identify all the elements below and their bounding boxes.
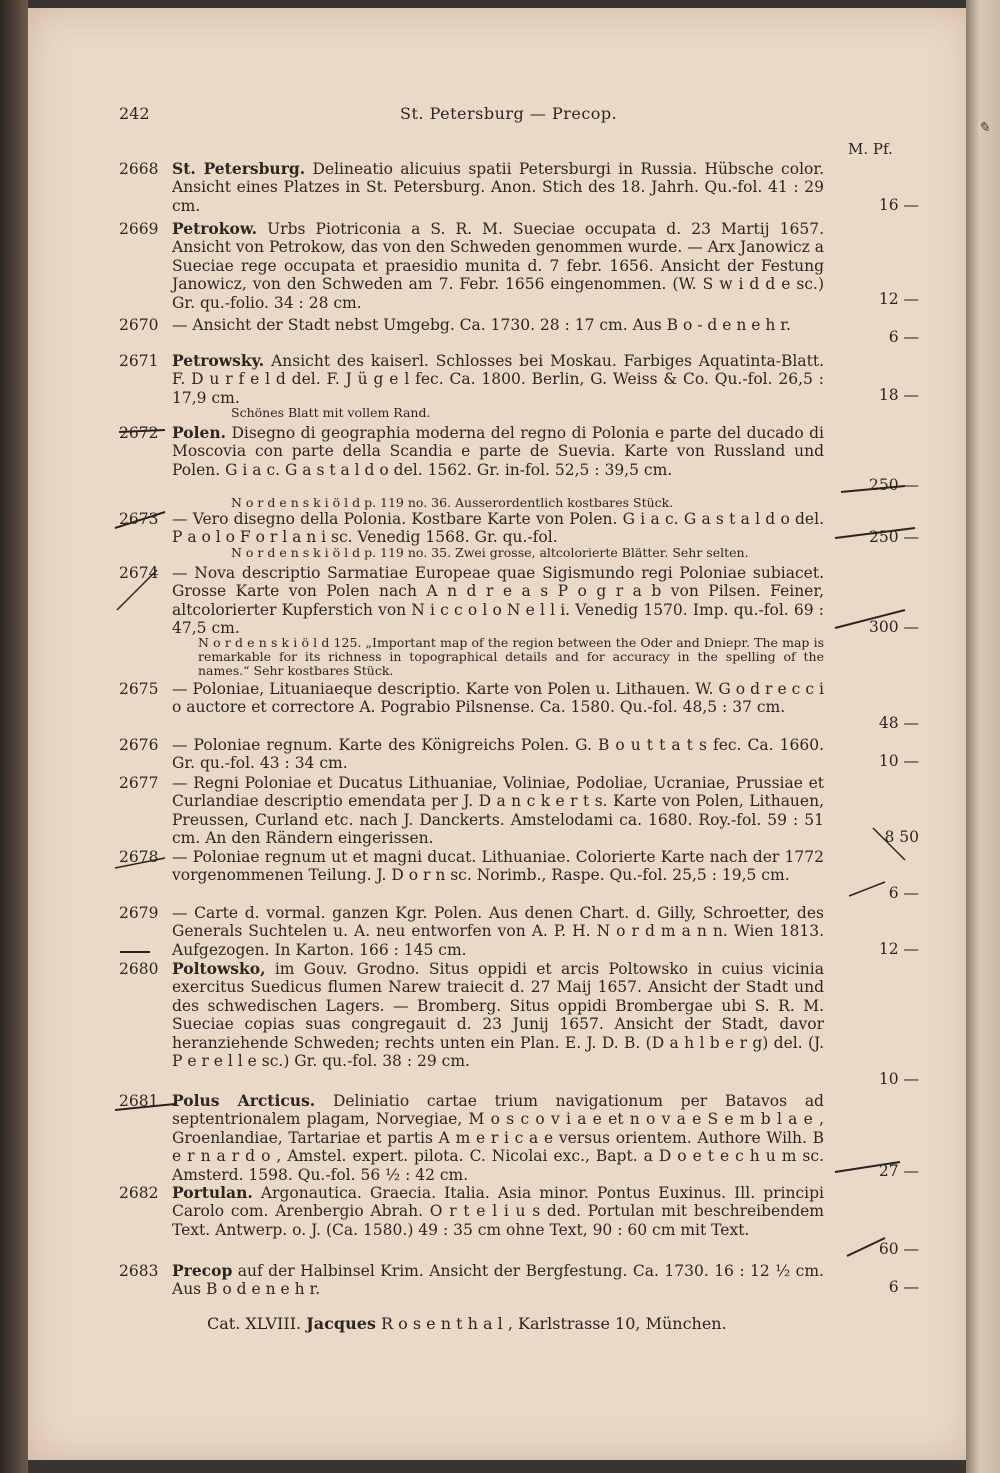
lot-number: 2672 (119, 424, 159, 442)
lot-title: Polen. (172, 423, 226, 442)
lot-number: 2673 (119, 510, 159, 528)
lot-description (172, 316, 824, 334)
page-footer (207, 1314, 727, 1333)
strike-mark (847, 1238, 885, 1256)
strike-mark (115, 858, 165, 868)
lot-price: 10 — (878, 752, 919, 770)
strike-mark (835, 1162, 900, 1172)
pencil-annotations (105, 420, 965, 1280)
lot-title: Polus Arcticus. (172, 1091, 316, 1110)
lot-title: Petrowsky. (172, 351, 265, 370)
publisher-first-name: Jacques (306, 1314, 376, 1333)
lot-price: 48 — (878, 714, 919, 732)
lot-price: 300 — (868, 618, 919, 636)
strike-mark (873, 828, 905, 860)
lot-text: — Nova descriptio Sarmatiae Europeae quae Sigismundo regi Poloniae subiacet. Grosse Karte von Polen nach A n d r e a s P o g r a b von Pilsen. Feiner, altcolorierter Kupferstich von N i c c o l o N e l l i. Venedig 1570. Imp. qu.-fol. 69 : 47,5 cm. (172, 564, 824, 638)
lot-description (172, 352, 824, 407)
lot-number: 2683 (119, 1262, 159, 1280)
lot-number: 2669 (119, 220, 159, 238)
lot-title: Poltowsko, (172, 959, 266, 978)
lot-number: 2671 (119, 352, 159, 370)
lot-text: Argonautica. Graecia. Italia. Asia minor. Pontus Euxinus. Ill. principi Carolo com. Arenbergio Abrah. O r t e l i u s ded. Portulan mit beschreibendem Text. Antwerp. o. J. (Ca. 1580.) 49 : 35 cm ohne Text, 90 : 60 cm mit Text. (172, 1184, 824, 1239)
list-item (119, 316, 919, 354)
lot-note: N o r d e n s k i ö l d p. 119 no. 36. Ausserordentlich kostbares Stück. (231, 495, 674, 510)
strike-mark (115, 512, 165, 528)
lot-text: im Gouv. Grodno. Situs oppidi et arcis Poltowsko in cuius vicinia exercitus Suedicus flumen Narew traiecit d. 27 Maij 1657. Ansicht der Stadt und des schwedischen Lagers. — Bromberg. Situs oppidi Brombergae ubi S. R. M. Sueciae copias suas congregauit d. 23 Junij 1657. Ansicht der Stadt, davor heranziehende Schweden; rechts unten ein Plan. E. J. D. B. (D a h l b e r g) del. (J. P e r e l l e sc.) Gr. qu.-fol. 38 : 29 cm. (172, 960, 824, 1071)
lot-price: 6 — (888, 328, 919, 346)
lot-note: Schönes Blatt mit vollem Rand. (231, 405, 431, 420)
lot-price: 8 50 (884, 828, 919, 846)
strike-mark (119, 430, 165, 432)
lot-title: Precop (172, 1261, 233, 1280)
lot-number: 2668 (119, 160, 159, 178)
page-header (0, 104, 1000, 126)
page-number: 242 (119, 104, 150, 123)
margin-scribble-icon: ✎ (978, 120, 990, 136)
lot-text: — Regni Poloniae et Ducatus Lithuaniae, Voliniae, Podoliae, Ucraniae, Prussiae et Curlandiae descriptio emendata per J. D a n c k e r t s. Karte von Polen, Lithauen, Preussen, Curland etc. nach J. Danckerts. Amstelodami ca. 1680. Roy.-fol. 59 : 51 cm. An den Rändern eingerissen. (172, 774, 824, 848)
lot-number: 2678 (119, 848, 159, 866)
lot-number: 2675 (119, 680, 159, 698)
lot-text: Disegno di geographia moderna del regno di Polonia e parte del ducado di Moscovia con parte della Scandia e parte de Suevia. Karte von Russland und Polen. G i a c. G a s t a l d o del. 1562. Gr. in-fol. 52,5 : 39,5 cm. (172, 424, 824, 479)
lot-number: 2674 (119, 564, 159, 582)
lot-price: 6 — (888, 1278, 919, 1296)
lot-price: 16 — (878, 196, 919, 214)
lot-number: 2679 (119, 904, 159, 922)
list-item (119, 352, 919, 422)
lot-price: 6 — (888, 884, 919, 902)
lot-note: N o r d e n s k i ö l d p. 119 no. 35. Zwei grosse, altcolorierte Blätter. Sehr selten. (231, 545, 749, 560)
lot-text: Delineatio alicuius spatii Petersburgi in Russia. Hübsche color. Ansicht eines Platzes in St. Petersburg. Anon. Stich des 18. Jahrh. Qu.-fol. 41 : 29 cm. (172, 160, 824, 215)
strike-mark (841, 486, 905, 492)
list-item (119, 220, 919, 316)
lot-price: 250 — (868, 528, 919, 546)
lot-text: Ansicht des kaiserl. Schlosses bei Moskau. Farbiges Aquatinta-Blatt. F. D u r f e l d del. F. J ü g e l fec. Ca. 1800. Berlin, G. Weiss & Co. Qu.-fol. 26,5 : 17,9 cm. (172, 352, 824, 407)
lot-title: St. Petersburg. (172, 159, 306, 178)
lot-text: — Carte d. vormal. ganzen Kgr. Polen. Aus denen Chart. d. Gilly, Schroetter, des Generals Suchtelen u. A. neu entworfen von A. P. H. N o r d m a n n. Wien 1813. Aufgezogen. In Karton. 166 : 145 cm. (172, 904, 824, 959)
lot-number: 2681 (119, 1092, 159, 1110)
lot-price: 250 — (868, 476, 919, 494)
lot-description (172, 220, 824, 312)
strike-mark (849, 882, 885, 896)
lot-price: 18 — (878, 386, 919, 404)
lot-text: Urbs Piotriconia a S. R. M. Sueciae occupata d. 23 Martij 1657. Ansicht von Petrokow, das von den Schweden genommen wurde. — Arx Janowicz a Sueciae rege occupata et praesidio munita d. 7 febr. 1656. Ansicht der Festung Janowicz, von den Schweden am 7. Febr. 1656 eingenommen. (W. S w i d d e sc.) Gr. qu.-folio. 34 : 28 cm. (172, 220, 824, 312)
list-item (119, 160, 919, 220)
strike-mark (115, 1104, 175, 1110)
lot-title: Petrokow. (172, 219, 258, 238)
strike-mark (835, 528, 915, 538)
lot-note: N o r d e n s k i ö l d 125. „Important map of the region between the Oder and Dniepr. The map is remarkable for its richness in topographical details and for accuracy in the spelling of the names.“ Sehr kostbares Stück. (198, 635, 824, 678)
lot-price: 12 — (878, 940, 919, 958)
lot-number: 2676 (119, 736, 159, 754)
lot-price: 27 — (878, 1162, 919, 1180)
lot-number: 2680 (119, 960, 159, 978)
lot-text: auf der Halbinsel Krim. Ansicht der Bergfestung. Ca. 1730. 16 : 12 ½ cm. Aus B o d e n e h r. (172, 1262, 824, 1299)
lot-description (172, 160, 824, 215)
book-spine-edge (0, 0, 28, 1473)
catalog-number: Cat. XLVIII. (207, 1314, 302, 1333)
lot-text: — Poloniae regnum ut et magni ducat. Lithuaniae. Colorierte Karte nach der 1772 vorgenommenen Teilung. J. D o r n sc. Norimb., Raspe. Qu.-fol. 25,5 : 19,5 cm. (172, 848, 824, 885)
lot-title: Portulan. (172, 1183, 253, 1202)
page-stack-edge (966, 0, 1000, 1473)
lot-number: 2682 (119, 1184, 159, 1202)
lot-price: 12 — (878, 290, 919, 308)
lot-text: — Poloniae, Lituaniaeque descriptio. Karte von Polen u. Lithauen. W. G o d r e c c i o auctore et correctore A. Pograbio Pilsnense. Ca. 1580. Qu.-fol. 48,5 : 37 cm. (172, 680, 824, 717)
strike-mark (835, 610, 905, 628)
lot-text: — Poloniae regnum. Karte des Königreichs Polen. G. B o u t t a t s fec. Ca. 1660. Gr. qu.-fol. 43 : 34 cm. (172, 736, 824, 773)
price-column-heading: M. Pf. (848, 140, 893, 158)
lot-number: 2670 (119, 316, 159, 334)
lot-text: — Vero disegno della Polonia. Kostbare Karte von Polen. G i a c. G a s t a l d o del. P a o l o F o r l a n i sc. Venedig 1568. Gr. qu.-fol. (172, 510, 824, 547)
running-title: St. Petersburg — Precop. (400, 104, 618, 123)
lot-text: Deliniatio cartae trium navigationum per Batavos ad septentrionalem plagam, Norvegiae, M o s c o v i a e et n o v a e S e m b l a e , Groenlandiae, Tartariae et partis A m e r i c a e versus orientem. Authore Wilh. B e r n a r d o , Amstel. expert. pilota. C. Nicolai exc., Bapt. a D o e t e c h u m sc. Amsterd. 1598. Qu.-fol. 56 ½ : 42 cm. (172, 1092, 824, 1184)
lot-price: 60 — (878, 1240, 919, 1258)
publisher-address: R o s e n t h a l , Karlstrasse 10, München. (380, 1314, 727, 1333)
lot-price: 10 — (878, 1070, 919, 1088)
lot-text: — Ansicht der Stadt nebst Umgebg. Ca. 1730. 28 : 17 cm. Aus B o - d e n e h r. (172, 316, 791, 334)
strike-mark (117, 570, 157, 610)
lot-number: 2677 (119, 774, 159, 792)
